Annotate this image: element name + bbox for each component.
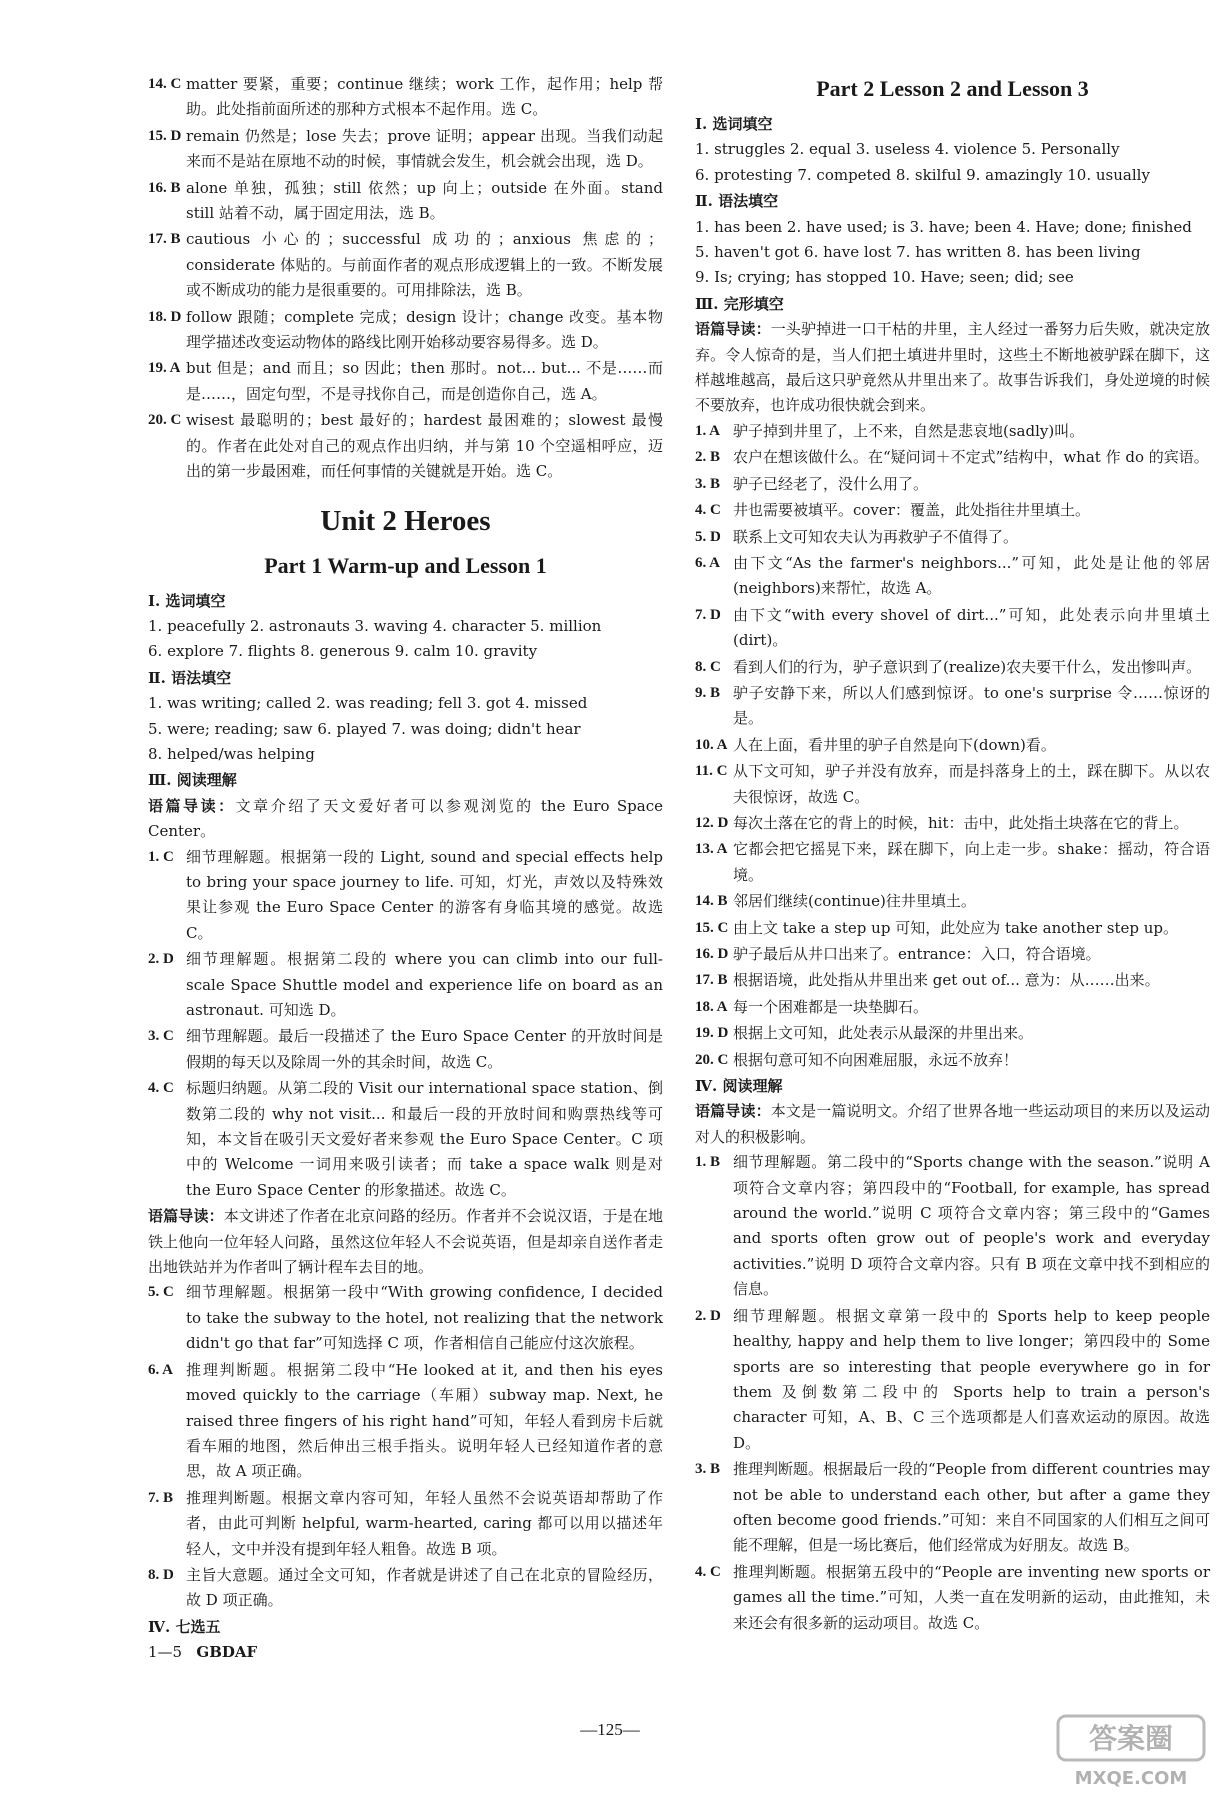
answer-item	[148, 1280, 663, 1356]
answer-explanation: 细节理解题。根据第二段的 where you can climb into our full-scale Space Shuttle model and experience life on board as an astronaut. 可知选 D。	[186, 950, 663, 1019]
answer-number: 2. B	[695, 449, 721, 466]
part1-section2-row1: 1. was writing; called 2. was reading; fell 3. got 4. missed	[148, 694, 588, 713]
answer-item	[695, 419, 1210, 444]
part1-reading-answers-2	[148, 1280, 663, 1613]
answer-explanation: 推理判断题。根据文章内容可知，年轻人虽然不会说英语却帮助了作者，由此可判断 helpful, warm-hearted, caring 都可以用以描述年轻人，文中并没有提到年轻人粗鲁。故选 B 项。	[186, 1488, 663, 1558]
part2-section3-heading: Ⅲ. 完形填空	[695, 294, 784, 313]
answer-explanation: 驴子最后从井口出来了。entrance：入口，符合语境。	[733, 945, 1101, 963]
answer-number: 13. A	[695, 841, 728, 858]
answer-explanation: 推理判断题。根据第二段中“He looked at it, and then his eyes moved quickly to the carriage（车厢）subway map. Next, he raised three fingers of his right hand”可知，年轻人看到房卡后就看车厢的地图，然后伸出三根手指头。说明年轻人已经知道作者的意思，故 A 项正确。	[186, 1360, 663, 1481]
guide-label: 语篇导读：	[148, 1207, 224, 1226]
answer-explanation: 联系上文可知农夫认为再救驴子不值得了。	[733, 527, 1019, 546]
answer-explanation: 人在上面，看井里的驴子自然是向下(down)看。	[733, 735, 1056, 754]
answer-explanation: follow 跟随；complete 完成；design 设计；change 改变。基本物理学描述改变运动物体的路线比刚开始移动要容易得多。选 D。	[186, 307, 663, 352]
part2-section2-row1: 1. has been 2. have used; is 3. have; been 4. Have; done; finished	[695, 217, 1192, 236]
answer-explanation: alone 单独，孤独；still 依然；up 向上；outside 在外面。stand still 站着不动，属于固定用法，选 B。	[186, 178, 663, 223]
part1-passage-guide-1	[148, 794, 663, 845]
part1-passage-guide-2	[148, 1204, 663, 1280]
answer-number: 20. C	[695, 1051, 729, 1068]
unit1-cloze-answers	[148, 72, 663, 485]
watermark-url: MXQE.COM	[1074, 1768, 1188, 1789]
part1-section3-heading: Ⅲ. 阅读理解	[148, 771, 237, 790]
part1-section2-heading: Ⅱ. 语法填空	[148, 668, 232, 687]
answer-number: 18. A	[695, 998, 728, 1015]
answer-explanation: 推理判断题。根据第五段中的“People are inventing new sports or games all the time.”可知，人类一直在发明新的运动，由此推知，未来还会有很多新的运动项目。故选 C。	[733, 1562, 1210, 1632]
part1-section1-row2: 6. explore 7. flights 8. generous 9. calm 10. gravity	[148, 642, 538, 661]
answer-item	[695, 1457, 1210, 1559]
answer-number: 7. B	[148, 1489, 174, 1506]
answer-item	[695, 916, 1210, 941]
answer-explanation: 细节理解题。第二段中的“Sports change with the season.”说明 A 项符合文章内容；第四段中的“Football, for example, has spread around the world.”说明 C 项符合文章内容；第三段中的“Games and sports often grow out of people's work and everyday activities.”说明 D 项符合文章内容。只有 B 项在文章中找不到相应的信息。	[733, 1153, 1210, 1299]
answer-item	[695, 681, 1210, 732]
answer-explanation: 每次土落在它的背上的时候，hit：击中，此处指土块落在它的背上。	[733, 813, 1189, 832]
part1-section2-row2: 5. were; reading; saw 6. played 7. was doing; didn't hear	[148, 719, 581, 738]
part1-title: Part 1 Warm-up and Lesson 1	[264, 552, 547, 578]
answer-number: 8. C	[695, 658, 721, 675]
answer-explanation: 根据语境，此处指从井里出来 get out of... 意为：从……出来。	[733, 971, 1160, 990]
answer-number: 17. B	[695, 972, 728, 989]
answer-item	[148, 305, 663, 356]
answer-explanation: but 但是；and 而且；so 因此；then 那时。not... but... 不是……而是……，固定句型，不是寻找你自己，而是创造你自己，选 A。	[186, 359, 663, 403]
answer-item	[695, 498, 1210, 523]
answer-number: 7. D	[695, 606, 721, 623]
answer-explanation: 细节理解题。根据文章第一段中的 Sports help to keep people healthy, happy and help them to live longer；第四段中的 Some sports are so interesting that people everywhere go in for them 及倒数第二段中的 Sports help to train a person's character 可知，A、B、C 三个选项都是人们喜欢运动的原因。故选 D。	[733, 1306, 1210, 1452]
watermark-text: 答案圈	[1088, 1722, 1174, 1755]
part2-section2-row2: 5. haven't got 6. have lost 7. has written 8. has been living	[695, 243, 1141, 262]
part2-section4-heading: Ⅳ. 阅读理解	[695, 1077, 783, 1096]
answer-explanation: 由下文“with every shovel of dirt...”可知，此处表示向井里填土(dirt)。	[733, 605, 1210, 650]
answer-number: 14. C	[148, 76, 182, 92]
answer-number: 4. C	[695, 1563, 721, 1580]
answer-item	[148, 1024, 663, 1075]
answer-item	[148, 1563, 663, 1614]
answer-number: 6. A	[148, 1361, 174, 1378]
answer-explanation: 从下文可知，驴子并没有放弃，而是抖落身上的土，踩在脚下。从以农夫很惊讶，故选 C。	[733, 762, 1210, 806]
answer-number: 16. B	[148, 179, 181, 196]
guide-text: 一头驴掉进一口干枯的井里，主人经过一番努力后失败，就决定放弃。令人惊奇的是，当人们把土填进井里时，这些土不断地被驴踩在脚下，这样越堆越高，最后这只驴竟然从井里出来了。故事告诉我们，身处逆境的时候不要放弃，也许成功很快就会到来。	[695, 320, 1210, 415]
answer-number: 20. C	[148, 412, 182, 429]
watermark-logo	[1056, 1712, 1206, 1792]
answer-explanation: 每一个困难都是一块垫脚石。	[733, 997, 929, 1016]
answer-explanation: 标题归纳题。从第二段的 Visit our international space station、倒数第二段的 why not visit... 和最后一段的开放时间和购票热线等可知，本文旨在吸引天文爱好者来参观 the Euro Space Center。C 项中的 Welcome 一词用来吸引读者；而 take a space walk 则是对 the Euro Space Center 的形象描述。故选 C。	[186, 1079, 663, 1199]
answer-explanation: 驴子已经老了，没什么用了。	[733, 474, 929, 493]
answer-item	[695, 1048, 1210, 1073]
answer-range: 1—5	[148, 1643, 183, 1662]
answer-number: 5. C	[148, 1284, 174, 1301]
answer-number: 18. D	[148, 308, 182, 325]
part2-passage-guide-2	[695, 1099, 1210, 1150]
answer-explanation: 推理判断题。根据最后一段的“People from different countries may not be able to understand each other, but after a game they often become good friends.”可知：来自不同国家的人们相互之间可能不理解，但是一场比赛后，他们经常成为好朋友。故选 B。	[733, 1460, 1210, 1555]
part2-title: Part 2 Lesson 2 and Lesson 3	[816, 76, 1089, 101]
answer-explanation: 驴子掉到井里了，上不来，自然是悲哀地(sadly)叫。	[733, 421, 1085, 440]
part2-section1-row2: 6. protesting 7. competed 8. skilful 9. amazingly 10. usually	[695, 165, 1150, 184]
answer-number: 3. B	[695, 1461, 721, 1478]
answer-item	[148, 124, 663, 175]
answer-explanation: 邻居们继续(continue)往井里填土。	[733, 892, 976, 911]
answer-number: 3. B	[695, 475, 721, 492]
answer-number: 5. D	[695, 528, 721, 545]
answer-item	[695, 889, 1210, 914]
answer-item	[695, 942, 1210, 967]
answer-explanation: 农户在想该做什么。在“疑问词＋不定式”结构中，what 作 do 的宾语。	[733, 448, 1209, 467]
right-column	[695, 72, 1210, 1637]
answer-explanation: 它都会把它摇晃下来，踩在脚下，向上走一步。shake：摇动，符合语境。	[733, 840, 1210, 884]
answer-number: 15. D	[148, 127, 182, 144]
answer-explanation: 驴子安静下来，所以人们感到惊讶。to one's surprise 令……惊讶的是。	[733, 683, 1210, 728]
answer-item	[148, 72, 663, 123]
answer-number: 1. C	[148, 848, 174, 865]
answer-item	[695, 445, 1210, 470]
answer-explanation: 看到人们的行为，驴子意识到了(realize)农夫要干什么，发出惨叫声。	[733, 657, 1202, 676]
answer-number: 2. D	[148, 951, 174, 968]
guide-label: 语篇导读：	[695, 1102, 771, 1121]
part2-cloze-answers	[695, 419, 1210, 1073]
answer-number: 15. C	[695, 919, 729, 936]
answer-explanation: matter 要紧，重要；continue 继续；work 工作，起作用；help 帮助。此处指前面所述的那种方式根本不起作用。选 C。	[186, 75, 663, 119]
answer-number: 16. D	[695, 946, 729, 962]
answer-number: 8. D	[148, 1566, 174, 1583]
guide-label: 语篇导读：	[148, 796, 236, 815]
answer-item	[695, 995, 1210, 1020]
answer-item	[695, 472, 1210, 497]
watermark-graphic	[1056, 1712, 1206, 1792]
answer-number: 10. A	[695, 736, 728, 753]
answer-number: 4. C	[695, 502, 721, 519]
answer-explanation: 细节理解题。最后一段描述了 the Euro Space Center 的开放时间是假期的每天以及除周一外的其余时间，故选 C。	[186, 1027, 663, 1071]
answer-number: 6. A	[695, 554, 721, 571]
answer-item	[148, 845, 663, 947]
part2-section1-heading: Ⅰ. 选词填空	[695, 115, 773, 133]
answer-item	[148, 408, 663, 484]
answer-number: 14. B	[695, 893, 728, 910]
part1-section1-heading: Ⅰ. 选词填空	[148, 591, 226, 610]
answer-item	[695, 551, 1210, 602]
answer-item	[695, 1021, 1210, 1046]
answer-item	[148, 356, 663, 407]
answer-explanation: 根据上文可知，此处表示从最深的井里出来。	[733, 1024, 1034, 1043]
page-number: —125—	[580, 1720, 640, 1739]
answer-letters: GBDAF	[196, 1643, 258, 1662]
answer-number: 3. C	[148, 1028, 174, 1045]
answer-item	[148, 1076, 663, 1203]
part1-reading-answers-1	[148, 845, 663, 1204]
part2-section2-heading: Ⅱ. 语法填空	[695, 192, 779, 211]
answer-number: 1. B	[695, 1154, 721, 1171]
part2-section2-row3: 9. Is; crying; has stopped 10. Have; seen; did; see	[695, 268, 1074, 287]
answer-explanation: 细节理解题。根据第一段中“With growing confidence, I decided to take the subway to the hotel, not realizing that the network didn't go that far”可知选择 C 项，作者相信自己能应付这次旅程。	[186, 1283, 663, 1353]
left-column	[148, 72, 663, 1666]
answer-item	[695, 1560, 1210, 1636]
answer-number: 19. D	[695, 1025, 729, 1042]
guide-text: 文章介绍了天文爱好者可以参观浏览的 the Euro Space Center。	[148, 796, 663, 841]
answer-explanation: 根据句意可知不向困难屈服，永远不放弃！	[733, 1050, 1019, 1069]
answer-number: 11. C	[695, 763, 728, 780]
answer-number: 12. D	[695, 814, 729, 831]
answer-explanation: 细节理解题。根据第一段的 Light, sound and special effects help to bring your space journey to life. 可知，灯光，声效以及特殊效果让参观 the Euro Space Center 的游客有身临其境的感觉。故选 C。	[186, 847, 663, 942]
answer-item	[695, 603, 1210, 654]
guide-text: 本文是一篇说明文。介绍了世界各地一些运动项目的来历以及运动对人的积极影响。	[695, 1102, 1210, 1146]
part2-section1-row1: 1. struggles 2. equal 3. useless 4. violence 5. Personally	[695, 140, 1120, 159]
answer-item	[148, 227, 663, 303]
answer-number: 4. C	[148, 1080, 174, 1097]
answer-item	[695, 655, 1210, 680]
answer-number: 1. A	[695, 422, 721, 439]
answer-item	[695, 968, 1210, 993]
answer-explanation: 井也需要被填平。cover：覆盖，此处指往井里填土。	[733, 501, 1090, 520]
guide-label: 语篇导读：	[695, 320, 771, 339]
answer-item	[695, 759, 1210, 810]
part1-section1-row1: 1. peacefully 2. astronauts 3. waving 4. character 5. million	[148, 616, 602, 635]
answer-item	[148, 947, 663, 1023]
answer-number: 9. B	[695, 684, 721, 701]
answer-item	[695, 1150, 1210, 1302]
answer-number: 17. B	[148, 231, 181, 248]
answer-number: 2. D	[695, 1307, 721, 1324]
answer-explanation: 由上文 take a step up 可知，此处应为 take another step up。	[733, 918, 1179, 937]
answer-number: 19. A	[148, 360, 181, 377]
answer-explanation: 由下文“As the farmer's neighbors...”可知，此处是让他的邻居(neighbors)来帮忙，故选 A。	[733, 553, 1210, 598]
answer-item	[695, 525, 1210, 550]
answer-explanation: remain 仍然是；lose 失去；prove 证明；appear 出现。当我们动起来而不是站在原地不动的时候，事情就会发生，机会就会出现，选 D。	[186, 126, 663, 171]
answer-item	[695, 811, 1210, 836]
guide-text: 本文讲述了作者在北京问路的经历。作者并不会说汉语，于是在地铁上他向一位年轻人问路，虽然这位年轻人不会说英语，但是却亲自送作者走出地铁站并为作者叫了辆计程车去目的地。	[148, 1207, 663, 1277]
part2-reading-answers	[695, 1150, 1210, 1636]
unit-title: Unit 2 Heroes	[320, 504, 491, 537]
answer-item	[148, 1358, 663, 1485]
answer-item	[148, 176, 663, 227]
part1-section4-answers	[148, 1640, 663, 1665]
answer-item	[695, 1304, 1210, 1456]
part2-passage-guide-1	[695, 317, 1210, 419]
answer-explanation: wisest 最聪明的；best 最好的；hardest 最困难的；slowest 最慢的。作者在此处对自己的观点作出归纳，并与第 10 个空遥相呼应，迈出的第一步最困难，而任何事情的关键就是开始。选 C。	[186, 411, 663, 481]
answer-item	[695, 837, 1210, 888]
part1-section2-row3: 8. helped/was helping	[148, 744, 315, 763]
part1-section4-heading: Ⅳ. 七选五	[148, 1617, 221, 1636]
answer-item	[695, 733, 1210, 758]
answer-item	[148, 1486, 663, 1562]
answer-explanation: 主旨大意题。通过全文可知，作者就是讲述了自己在北京的冒险经历，故 D 项正确。	[186, 1565, 663, 1610]
answer-explanation: cautious 小心的；successful 成功的；anxious 焦虑的；considerate 体贴的。与前面作者的观点形成逻辑上的一致。不断发展或不断成功的能力是很重要的。可用排除法，选 B。	[186, 230, 663, 300]
